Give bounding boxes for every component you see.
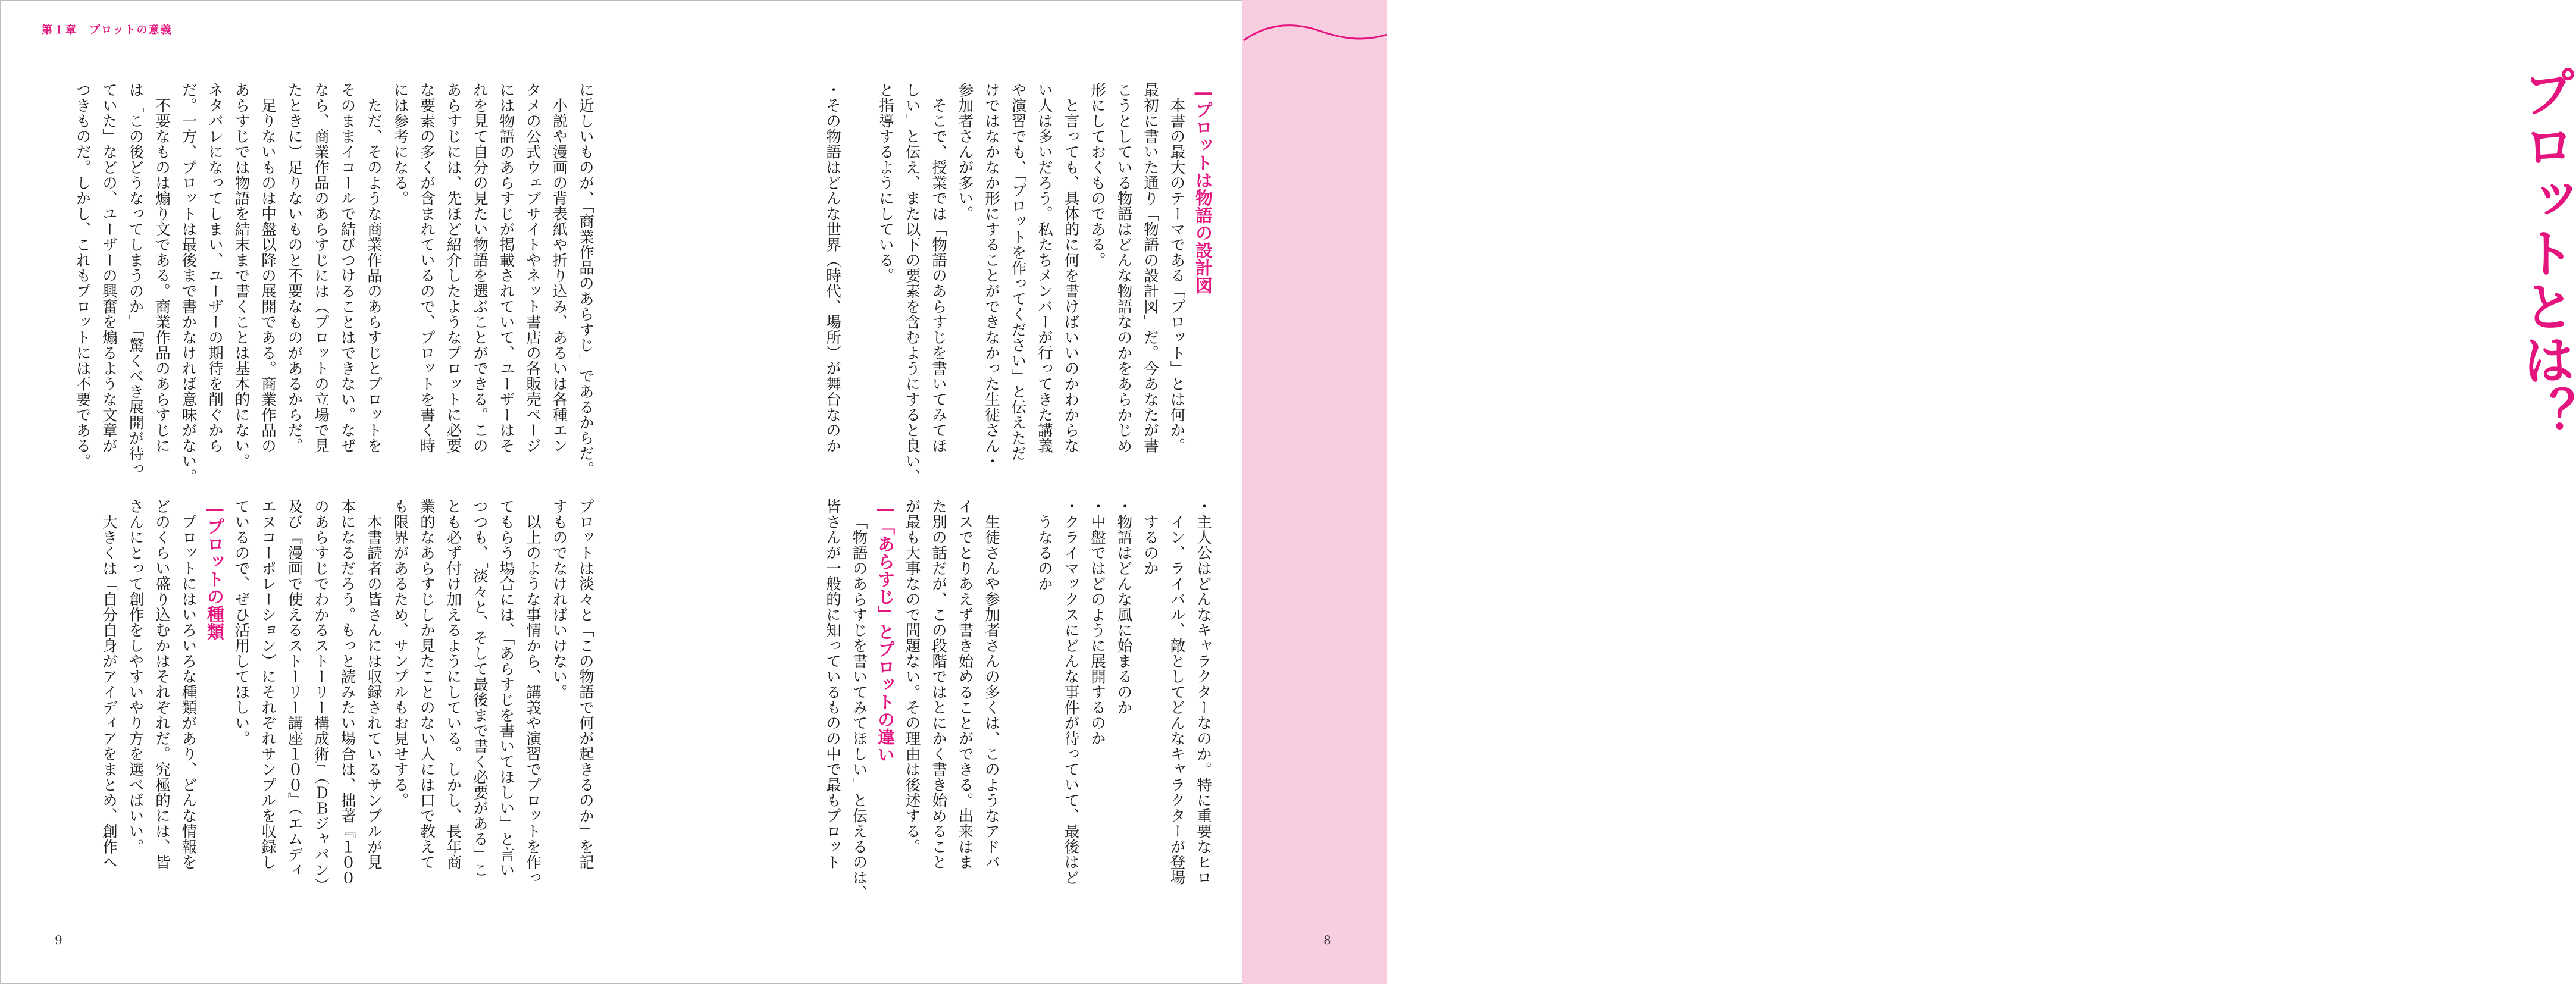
text-line: 足りないものは中盤以降の展開である。商業作品の [259,97,277,453]
heading-text: プロットの種類 [205,518,225,641]
text-line: 業的なあらすじしか見たことのない人には口で教えて [418,499,436,870]
text-line: 小説や漫画の背表紙や折り込み、あるいは各種エン [550,97,568,453]
text-line: イン、ライバル、敵としてどんなキャラクターが登場 [1168,499,1186,885]
blank-line [1004,499,1031,901]
text-line: そこで、授業では「物語のあらすじを書いてみてほ [929,97,947,453]
text-line: タメの公式ウェブサイトやネット書店の各販売ページ [524,82,542,453]
section-heading [1190,82,1217,484]
text-line: どのくらい盛り込むかはそれぞれだ。究極的には、皆 [153,499,171,870]
text-line: が最も大事なので問題ない。その理由は後述する。 [903,499,921,854]
text-line: ・主人公はどんなキャラクターなのか。特に重要なヒロ [1194,499,1212,885]
text-line: ・物語はどんな風に始まるのか [1115,499,1133,715]
text-line: 本になるだろう。もっと読みたい場合は、拙著『１００ [338,499,356,885]
decorative-wave [1242,0,1387,71]
right-page-lower-text [819,499,1217,901]
text-line: プロットにはいろいろな種類があり、どんな情報を [179,513,198,870]
left-page-upper-text [69,82,599,484]
text-line: うなるのか [1035,499,1053,591]
text-line: ・中盤ではどのように展開するのか [1088,499,1106,746]
text-line: 参加者さんが多い。 [956,82,974,221]
section-heading [872,499,899,901]
text-line: には物語のあらすじが掲載されていて、ユーザーはそ [497,82,515,453]
text-line: とも必ず付け加えるようにしている。しかし、長年商 [444,499,462,870]
text-line: たときに）足りないものと不要なものがあるからだ。 [285,82,303,453]
text-line: ていた」などの、ユーザーの興奮を煽るような文章が [100,82,118,453]
text-line: も限界があるため、サンプルもお見せする。 [391,499,409,808]
chapter-side-band [1242,0,2576,984]
text-line: ているので、ぜひ活用してほしい。 [232,499,251,746]
heading-dash: ― [205,499,225,518]
text-line: 生徒さんや参加者さんの多くは、このようなアドバ [982,513,1000,870]
text-line: 本書の最大のテーマである「プロット」とは何か。 [1168,97,1186,453]
section-heading [202,499,229,893]
text-line: 大きくは「自分自身がアイディアをまとめ、創作へ [100,513,118,870]
text-line: すものでなければいけない。 [550,499,568,700]
chapter-title: プロットとは？ [2515,65,2576,440]
text-line: てもらう場合には、「あらすじを書いてほしい」と言い [497,499,515,878]
text-line: な要素の多くが含まれているので、プロットを書く時 [418,82,436,453]
text-line: ただ、そのような商業作品のあらすじとプロットを [365,97,383,453]
text-line: 以上のような事情から、講義や演習でプロットを作っ [524,513,542,885]
text-line: するのか [1141,499,1159,576]
heading-text: 「あらすじ」とプロットの違い [875,518,896,763]
heading-dash: ― [1193,82,1213,101]
text-line: と言っても、具体的に何を書けばいいのかわからな [1062,97,1080,453]
text-line: エヌコーポレーション）にそれぞれサンプルを収録し [259,499,277,870]
text-line: けではなかなか形にすることができなかった生徒さん・ [982,82,1000,469]
text-line: つきものだ。しかし、これもプロットには不要である。 [73,82,92,469]
text-line: と指導するようにしている。 [877,82,894,283]
text-line: なら、商業作品のあらすじには（プロットの立場で見 [312,82,330,453]
text-line: 皆さんが一般的に知っているものの中で最もプロット [824,499,841,870]
text-line: 形にしておくものである。 [1088,82,1106,268]
text-line: だ。一方、プロットは最後まで書かなければ意味がない。 [179,82,198,484]
blank-line [846,82,872,484]
text-line: 不要なものは煽り文である。商業作品のあらすじに [153,97,171,453]
text-line: 本書読者の皆さんには収録されているサンプルが見 [365,513,383,870]
text-line: れを見て自分の見たい物語を選ぶことができる。この [471,82,489,453]
text-line: あらすじでは物語を結末まで書くことは基本的にない。 [232,82,251,469]
right-page-upper-text [819,82,1217,484]
text-line: さんにとって創作をしやすいやり方を選べばいい。 [126,499,145,854]
text-line: プロットは淡々と「この物語で何が起きるのか」を記 [577,499,594,870]
text-line: 「物語のあらすじを書いてみてほしい」と伝えるのは、 [850,513,868,901]
page-number-right: 8 [1323,933,1331,947]
text-line: つつも、「淡々と、そして最後まで書く必要がある」こ [471,499,489,878]
text-line: は「この後どうなってしまうのか」「驚くべき展開が待っ [126,82,145,477]
text-line: のあらすじでわかるストーリー構成術』（ＤＢジャパン） [312,499,330,894]
text-line: ・その物語はどんな世界（時代、場所）が舞台なのか [824,82,841,453]
text-line: ネタバレになってしまい、ユーザーの期待を削ぐから [206,82,224,453]
text-line: あらすじには、先ほど紹介したようなプロットに必要 [444,82,462,453]
text-line: そのままイコールで結びつけることはできない。なぜ [338,82,356,453]
heading-dash: ― [875,499,896,518]
text-line: に近しいものが、「商業作品のあらすじ」であるからだ。 [577,82,594,477]
running-head: 第１章 プロットの意義 [42,24,173,36]
text-line: 最初に書いた通り「物語の設計図」だ。今あなたが書 [1141,82,1159,453]
text-line: 及び『漫画で使えるストーリー講座１００』（エムディ [285,499,303,878]
text-line: た別の話だが、この段階ではとにかく書き始めること [929,499,947,870]
text-line: こうとしている物語はどんな物語なのかをあらかじめ [1115,82,1133,453]
text-line: しい」と伝え、また以下の要素を含むようにすると良い、 [903,82,921,484]
text-line: ・クライマックスにどんな事件が待っていて、最後はど [1062,499,1080,885]
text-line: には参考になる。 [391,82,409,206]
text-line: い人は多いだろう。私たちメンバーが行ってきた講義 [1035,82,1053,453]
left-page-lower-text [96,499,599,893]
heading-text: プロットは物語の設計図 [1193,101,1213,294]
text-line: イスでとりあえず書き始めることができる。出来はま [956,499,974,870]
page-number-left: 9 [55,933,62,947]
text-line: や演習でも、「プロットを作ってください」と伝えただ [1009,82,1027,462]
